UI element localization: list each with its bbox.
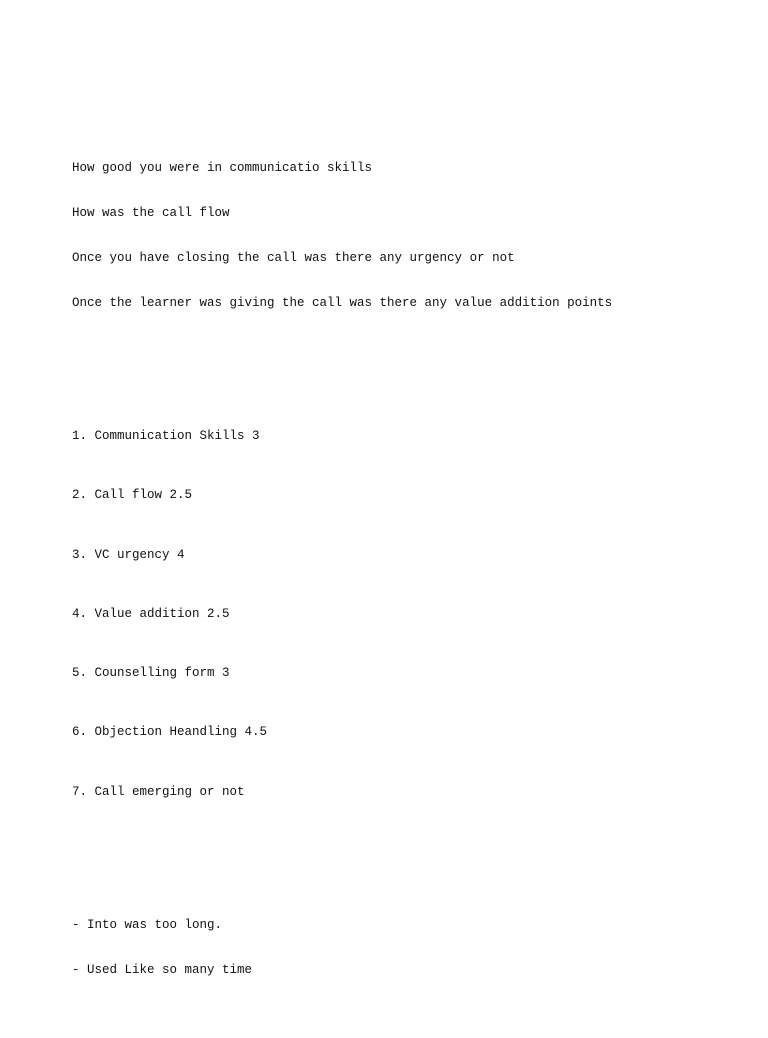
rating-item: 1. Communication Skills 3 — [72, 429, 260, 443]
rating-item: 2. Call flow 2.5 — [72, 488, 193, 503]
question-line: How good you were in communicatio skills — [72, 161, 373, 175]
note-line: - Used Like so many time — [72, 963, 253, 978]
rating-item: 6. Objection Heandling 4.5 — [72, 725, 268, 740]
rating-item: 5. Counselling form 3 — [72, 666, 230, 681]
question-line: Once the learner was giving the call was there any value addition points — [72, 296, 613, 310]
note-list — [72, 888, 752, 1008]
rating-item: 7. Call emerging or not — [72, 784, 245, 799]
rating-item: 3. VC urgency 4 — [72, 547, 185, 562]
note-line: - Into was too long. — [72, 918, 223, 933]
question-line: Once you have closing the call was there any urgency or not — [72, 251, 515, 265]
question-line: How was the call flow — [72, 206, 230, 220]
rating-item: 4. Value addition 2.5 — [72, 606, 230, 621]
document-body — [72, 101, 752, 1038]
question-list — [72, 131, 752, 341]
rating-list — [72, 399, 752, 844]
